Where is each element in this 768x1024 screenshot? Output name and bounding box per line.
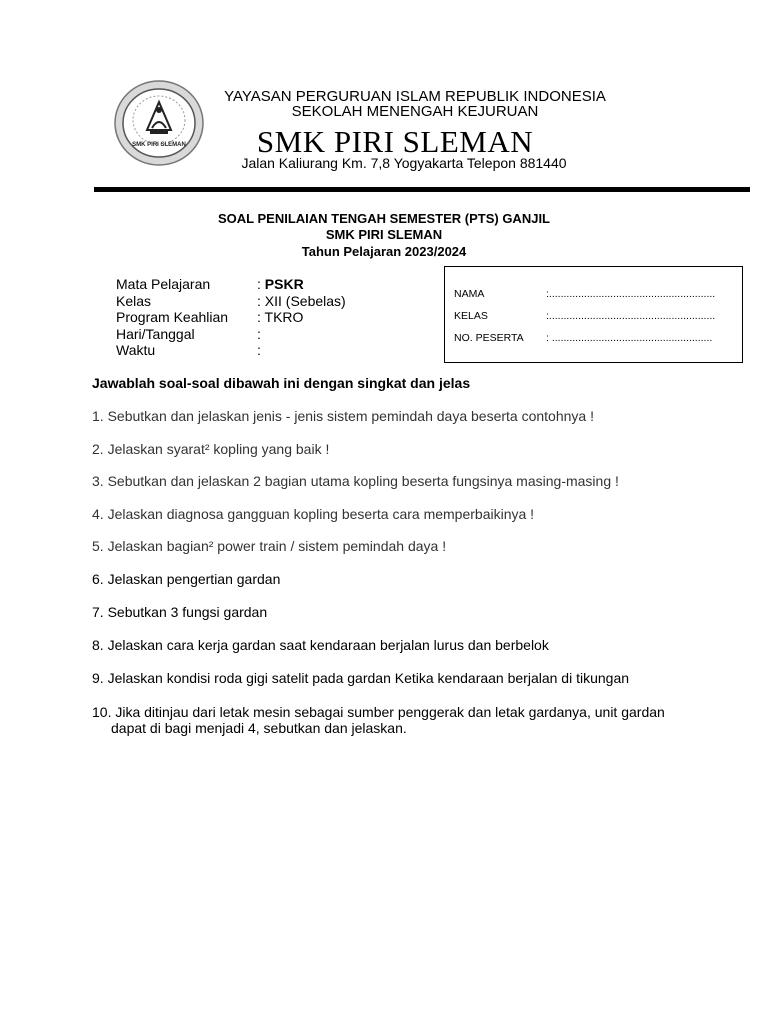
question-6: 6. Jelaskan pengertian gardan — [92, 571, 281, 587]
question-10-continued: dapat di bagi menjadi 4, sebutkan dan jelaskan. — [111, 720, 407, 736]
meta-value-subject: : PSKR — [257, 276, 304, 292]
question-1: 1. Sebutkan dan jelaskan jenis - jenis sistem pemindah daya beserta contohnya ! — [92, 408, 594, 424]
question-7: 7. Sebutkan 3 fungsi gardan — [92, 604, 268, 620]
header-divider — [94, 187, 750, 192]
question-8: 8. Jelaskan cara kerja gardan saat kendaraan berjalan lurus dan berbelok — [92, 637, 549, 653]
meta-value-class: : XII (Sebelas) — [257, 293, 346, 309]
logo-text: SMK PIRI SLEMAN — [132, 142, 186, 148]
question-10: 10. Jika ditinjau dari letak mesin sebagai sumber penggerak dan letak gardanya, unit gardan — [92, 704, 665, 720]
identity-label-number: NO. PESERTA — [454, 332, 524, 344]
question-4: 4. Jelaskan diagnosa gangguan kopling beserta cara memperbaikinya ! — [92, 506, 535, 522]
meta-value-program: : TKRO — [257, 309, 304, 325]
meta-label-class: Kelas — [116, 293, 152, 309]
foundation-name: YAYASAN PERGURUAN ISLAM REPUBLIK INDONESIA — [224, 88, 606, 105]
school-address: Jalan Kaliurang Km. 7,8 Yogyakarta Telepon 881440 — [241, 155, 567, 171]
exam-year: Tahun Pelajaran 2023/2024 — [301, 244, 467, 259]
identity-label-class: KELAS — [454, 310, 488, 322]
meta-label-date: Hari/Tanggal — [116, 326, 195, 342]
question-9: 9. Jelaskan kondisi roda gigi satelit pada gardan Ketika kendaraan berjalan di tikungan — [92, 670, 630, 686]
exam-title: SOAL PENILAIAN TENGAH SEMESTER (PTS) GANJIL — [217, 211, 550, 226]
identity-field-number: : ....................................................... — [546, 332, 713, 344]
question-5: 5. Jelaskan bagian² power train / sistem pemindah daya ! — [92, 538, 447, 554]
meta-label-time: Waktu — [116, 342, 156, 358]
identity-field-name: :......................................................... — [546, 288, 716, 300]
identity-field-class: :......................................................... — [546, 310, 716, 322]
school-level: SEKOLAH MENENGAH KEJURUAN — [291, 103, 539, 120]
school-name: SMK PIRI SLEMAN — [256, 124, 534, 156]
question-3: 3. Sebutkan dan jelaskan 2 bagian utama kopling beserta fungsinya masing-masing ! — [92, 473, 619, 489]
meta-value-time: : — [257, 342, 261, 358]
meta-value-date: : — [257, 326, 261, 342]
identity-label-name: NAMA — [454, 288, 485, 300]
meta-label-subject: Mata Pelajaran — [116, 276, 211, 292]
exam-school: SMK PIRI SLEMAN — [325, 227, 443, 242]
instruction: Jawablah soal-soal dibawah ini dengan singkat dan jelas — [92, 375, 471, 391]
question-2: 2. Jelaskan syarat² kopling yang baik ! — [92, 441, 330, 457]
meta-label-program: Program Keahlian — [116, 309, 229, 325]
